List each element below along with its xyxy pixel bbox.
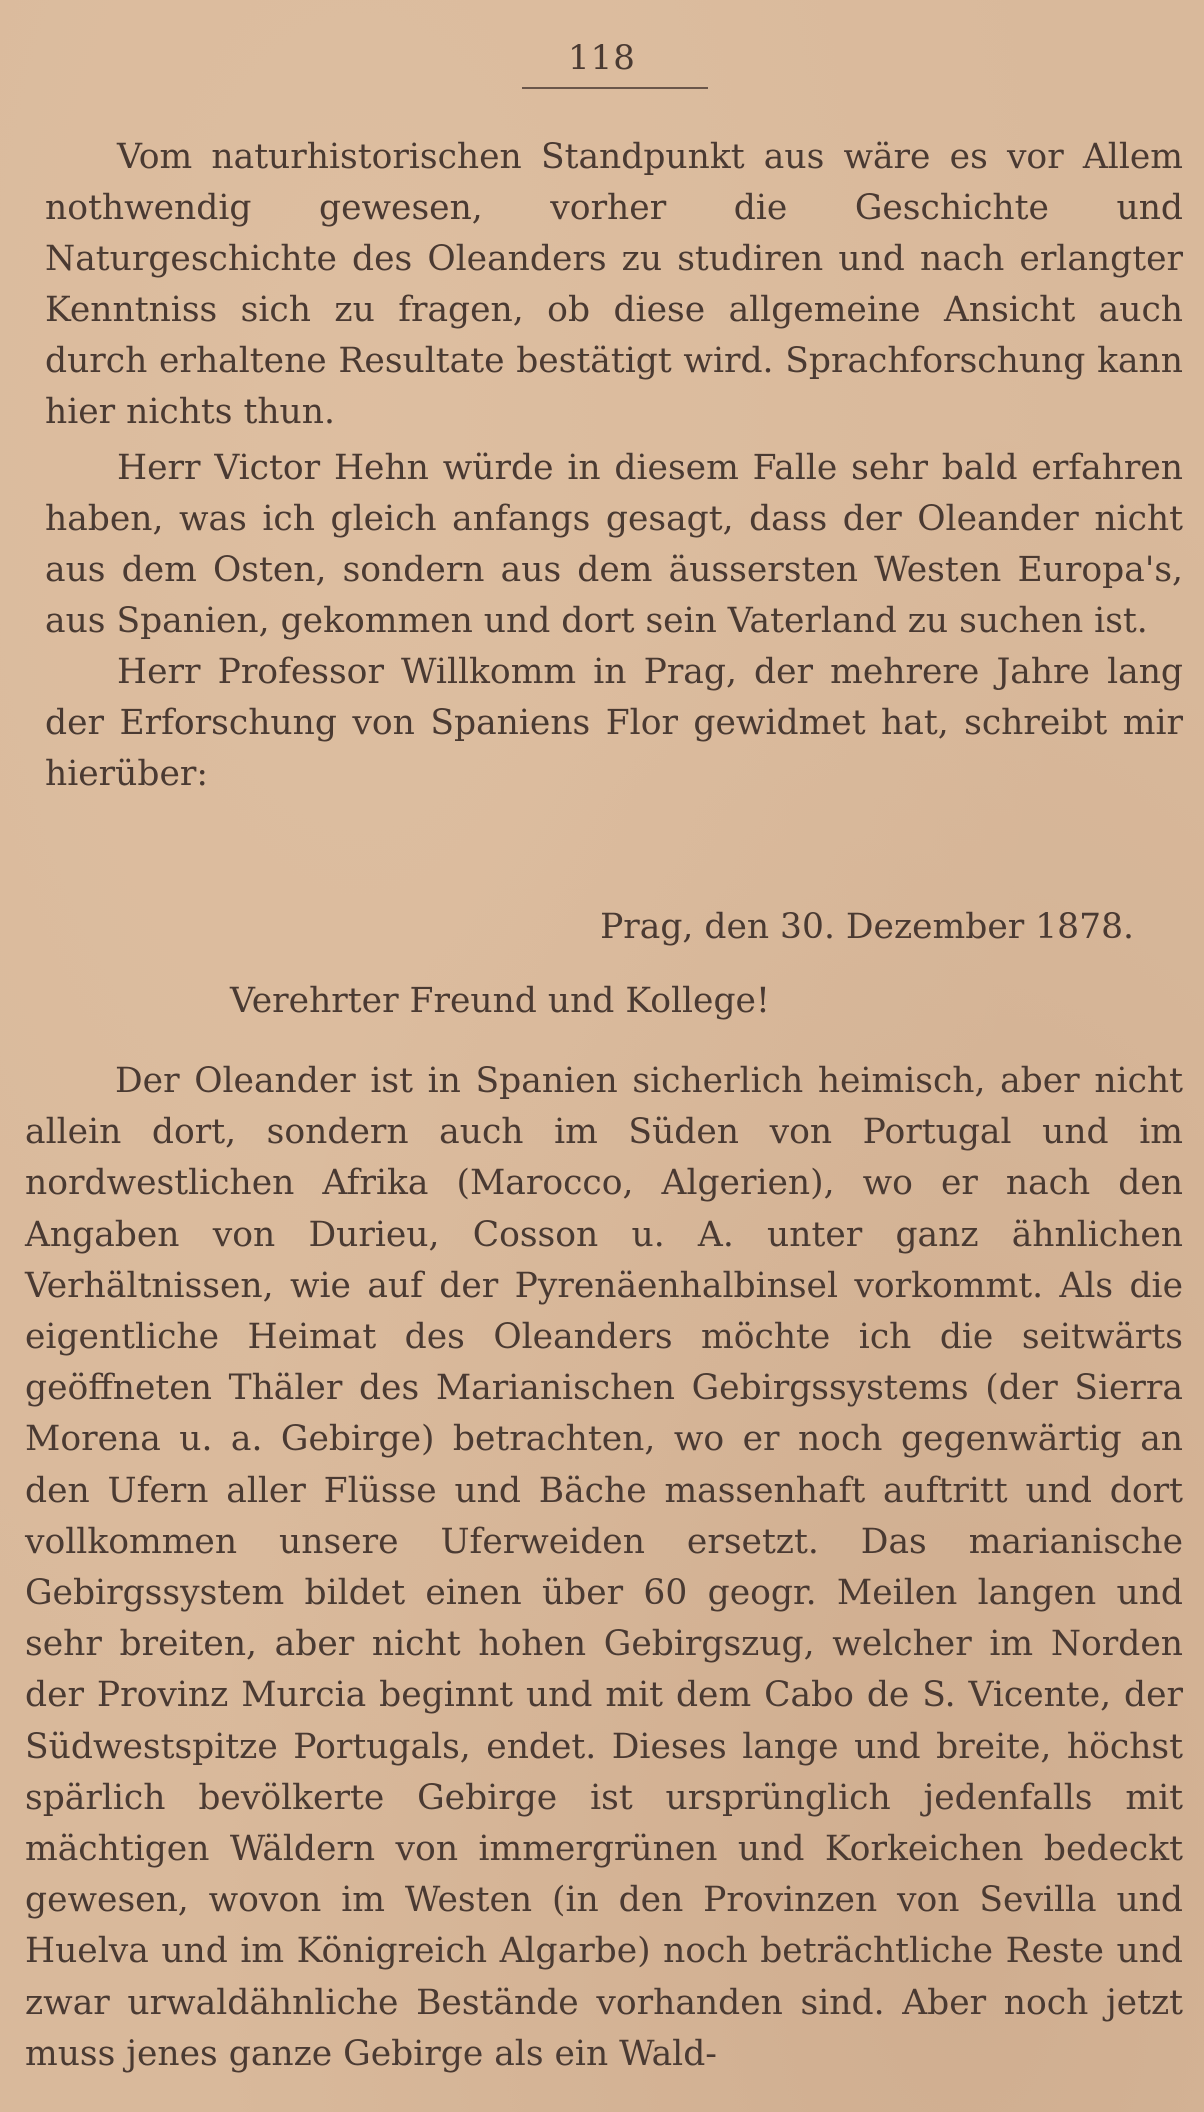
paragraph-3-text: Herr Professor Willkomm in Prag, der mehrere Jahre lang der Erforschung von Spaniens Flor gewidmet hat, schreibt mir hierüber: [45, 652, 1183, 794]
paragraph-1-text: Vom naturhistorischen Standpunkt aus wäre es vor Allem nothwendig gewesen, vorher die Geschichte und Naturgeschichte des Oleanders zu studiren und nach erlangter Kenntniss sich zu fragen, ob diese allgemeine Ansicht auch durch erhaltene Resultate bestätigt wird. Sprachforschung kann hier nichts thun. [45, 137, 1183, 432]
paragraph-2 [45, 443, 1183, 647]
page-number: 118 [568, 38, 636, 78]
letter-salutation: Verehrter Freund und Kollege! [230, 981, 770, 1021]
letter-body [25, 1056, 1183, 2080]
paragraph-2-text: Herr Victor Hehn würde in diesem Falle sehr bald erfahren haben, was ich gleich anfangs gesagt, dass der Oleander nicht aus dem Osten, sondern aus dem äussersten Westen Europa's, aus Spanien, gekommen und dort sein Vaterland zu suchen ist. [45, 448, 1183, 641]
paragraph-1 [45, 132, 1183, 438]
letter-dateline: Prag, den 30. Dezember 1878. [600, 907, 1134, 947]
paragraph-3 [45, 647, 1183, 800]
letter-body-text: Der Oleander ist in Spanien sicherlich heimisch, aber nicht allein dort, sondern auch im Süden von Portugal und im nordwestlichen Afrika (Marocco, Algerien), wo er nach den Angaben von Durieu, Cosson u. A. unter ganz ähnlichen Verhältnissen, wie auf der Pyrenäenhalbinsel vorkommt. Als die eigentliche Heimat des Oleanders möchte ich die seitwärts geöffneten Thäler des Marianischen Gebirgssystems (der Sierra Morena u. a. Gebirge) betrachten, wo er noch gegenwärtig an den Ufern aller Flüsse und Bäche massenhaft auftritt und dort vollkommen unsere Uferweiden ersetzt. Das marianische Gebirgssystem bildet einen über 60 geogr. Meilen langen und sehr breiten, aber nicht hohen Gebirgszug, welcher im Norden der Provinz Murcia beginnt und mit dem Cabo de S. Vicente, der Südwestspitze Portugals, endet. Dieses lange und breite, höchst spärlich bevölkerte Gebirge ist ursprünglich jedenfalls mit mächtigen Wäldern von immergrünen und Korkeichen bedeckt gewesen, wovon im Westen (in den Provinzen von Sevilla und Huelva und im Königreich Algarbe) noch beträchtliche Reste und zwar urwaldähnliche Bestände vorhanden sind. Aber noch jetzt muss jenes ganze Gebirge als ein Wald- [25, 1061, 1183, 2074]
header-rule [522, 87, 708, 89]
